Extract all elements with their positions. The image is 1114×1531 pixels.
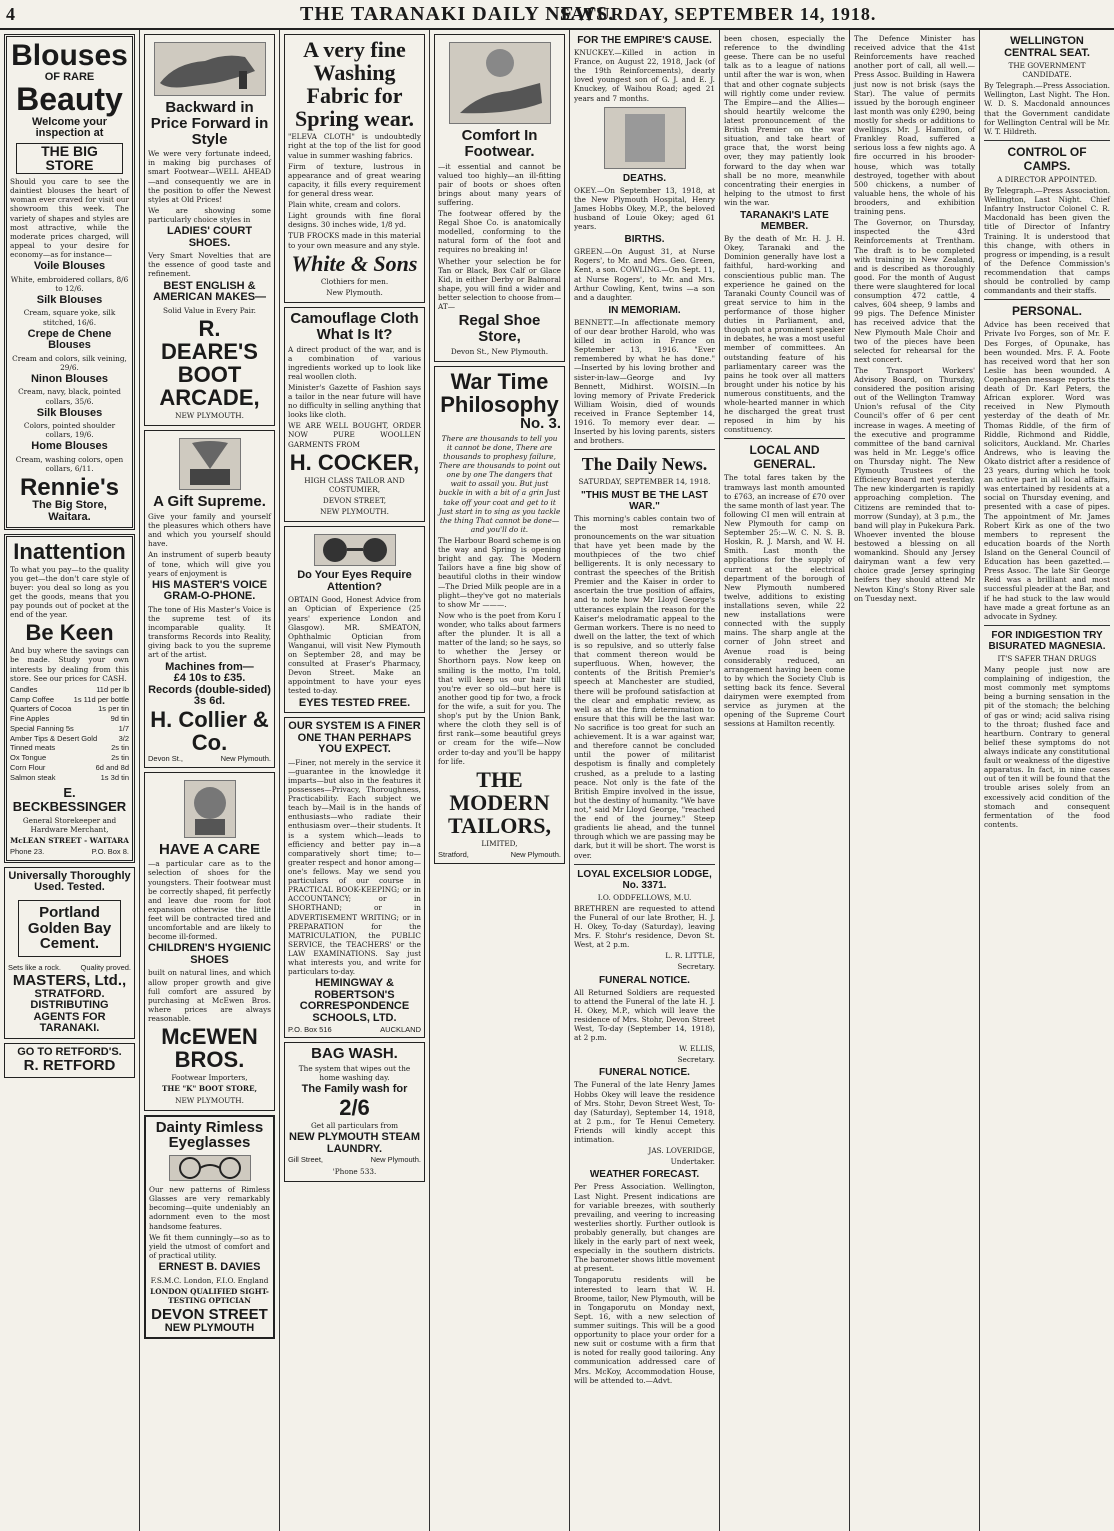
column-6 — [720, 30, 850, 1531]
philosophy-poem: There are thousands to tell you it cannot be done, There are thousands to prophesy failure, There are thousands to point out one by one The dangers that wait to assail you. But just buckle in with a bit of a grin Just take off your coat and get to it Just start in to sing as you tackle the thing That cannot be done—and you'll do it. — [438, 433, 561, 534]
camouflage-title: Camouflage Cloth What Is It? — [290, 310, 419, 343]
cement-ad — [4, 867, 135, 1039]
births-heading: BIRTHS. — [624, 234, 665, 246]
be-keen-title: Be Keen — [25, 620, 114, 646]
lodge-text: BRETHREN are requested to attend the Funeral of our late Brother, H. J. H. Okey, To-day (Saturday), leaving Mrs. F. Stohr's residence, Devon St. West, at 2 p.m. — [574, 903, 715, 950]
tribute-heading: TARANAKI'S LATE MEMBER. — [740, 210, 829, 233]
mcewen-sub: Footwear Importers, — [171, 1073, 248, 1083]
column-4 — [430, 30, 570, 1531]
deare-best: BEST ENGLISH & AMERICAN MAKES— — [152, 279, 267, 304]
column-2 — [140, 30, 280, 1531]
camouflage-ad — [284, 307, 425, 522]
laundry-text-3: Get all particulars from — [310, 1120, 399, 1130]
regal-firm: Regal Shoe Store, — [458, 312, 541, 345]
care-sub: CHILDREN'S HYGIENIC SHOES — [148, 942, 272, 966]
price-row: Quarters of Cocoa 1s per tin — [10, 704, 129, 714]
philosophy-title: War Time Philosophy — [440, 368, 559, 417]
masters-agents: DISTRIBUTING AGENTS FOR TARANAKI. — [30, 999, 109, 1035]
deare-place: NEW PLYMOUTH. — [175, 411, 244, 421]
laundry-text: The system that wipes out the home washing day. — [298, 1064, 411, 1083]
gramophone-machines: Machines from— — [165, 660, 254, 673]
philosophy-text: The Harbour Board scheme is on the way and Spring is opening bright and gay. The Modern Tailors have a fine big show of beautiful cloths in their window —The Dried Milk people are in a plight—they've got no materials to show Mr ———. — [438, 536, 561, 609]
regal-address: Devon St., New Plymouth. — [450, 346, 549, 356]
collier-address: Devon St., New Plymouth. — [148, 753, 271, 763]
newspaper-title: THE TARANAKI DAILY NEWS. — [300, 3, 615, 25]
cocker-street: DEVON STREET, — [322, 496, 387, 506]
local-general-text: The total fares taken by the tramways last month amounted to £763, an increase of £70 over the same month of last year. The following CI men will entrain at New Plymouth for camp on September 25:—W. C. N. S. B. Hoskin, R. J. Marsh, and W. H. Smith. Last month the applications for the supply of current at the electrical department of the borough of New Plymouth numbered twelve, additions to existing installations seven, while 22 new installations were connected with the supply mains. The sharp angle at the corner of John street and Avenue road is being considerably reduced, an arrangement having been come to by which the Society Club is setting back its fence. Several dairymen were exempted from service as jurymen at the opening of the Supreme Court sessions at Hamilton recently. — [724, 473, 845, 729]
camps-sub: A DIRECTOR APPOINTED. — [997, 174, 1097, 184]
gramophone-ad — [144, 430, 275, 767]
empire-notice: KNUCKEY.—Killed in action in France, on August 22, 1918, Jack (of the 19th Reinforcements), dearly loved youngest son of G. J. and E. J. Knuckey, of Waihou Road; aged 21 years and 7 months. — [574, 48, 715, 103]
paper-nameplate: The Daily News. — [581, 454, 708, 475]
price-row: Tinned meats 2s tin — [10, 743, 129, 753]
gramophone-title: A Gift Supreme. — [153, 493, 266, 511]
laundry-ad — [284, 1042, 425, 1182]
davies-quals: F.S.M.C. London, F.I.O. England — [150, 1275, 269, 1285]
column-1 — [0, 30, 140, 1531]
price-row: Special Fanning 5s 1/7 — [10, 723, 129, 733]
blouse-item-desc: Colors, pointed shoulder collars, 19/6. — [23, 421, 116, 440]
blouse-item-name: Ninon Blouses — [30, 372, 108, 385]
modern-tailors-sub: LIMITED, — [481, 839, 518, 849]
philosophy-number: No. 3. — [520, 415, 561, 433]
funeral-text-2: The Funeral of the late Henry James Hobbs Okey will leave the residence of Mrs. Stohr, Devon Street West, To-day (Saturday), September 14, 1918, at 2 p.m., for Te Henui Cemetery. Friends will kindly accept this intimation. — [574, 1080, 715, 1145]
news-paragraph: The Transport Workers' Advisory Board, on Thursday, considered the position arising out of the Wellington Tramway Union's refusal of the City Council's offer of 6 per cent increase in wages. A meeting of the executive and programme committee of the band carnival was held in Mr. Legge's office on Thursday night. The New Plymouth Trustees of the Efficiency Board met yesterday. The new kindergarten is rapidly approaching completion. The Citizens are reminded that to-morrow (Sunday), at 3 p.m., the band will play in Pukekura Park. Whoever invented the blouse bestowed a blessing on all womankind. Should any Jersey dairyman want a few very choice grade Jersey springing heifers they should attend Mr Newton King's Stony River sale on Tuesday next. — [854, 365, 975, 603]
deare-text-3: Very Smart Novelties that are the essence of good taste and refinement. — [148, 251, 271, 279]
inattention-title: Inattention — [13, 538, 126, 564]
blouse-item-desc: Cream and colors, silk veining, 29/6. — [12, 353, 127, 372]
tribute-text: By the death of Mr. H. J. H. Okey, Taranaki and the Dominion generally have lost a faithful, hard-working and conscientious public man. The experience he gained on the Taranaki County Council was of great service to him in the performance of those higher duties in Parliament, and, though not a prominent speaker in debates, he was a most useful member of committees. An outstanding feature of his parliamentary career was the pains he took over all matters brought under his notice by his numerous constituents, and the whole-hearted manner in which he discharged the great trust reposed in him by his constituency. — [724, 234, 845, 435]
school-firm: HEMINGWAY & ROBERTSON'S CORRESPONDENCE SCHOOLS, LTD. — [299, 977, 410, 1024]
blouses-title: Blouses — [11, 39, 128, 72]
retford-footer: R. RETFORD — [23, 1057, 116, 1075]
blouses-ad — [4, 34, 135, 530]
blouses-intro: Should you care to see the daintiest blouses the heart of woman ever craved for visit our showroom this week. The variety of shapes and styles are most attractive, while the moderate prices charged, will appeal to your desire for economy—as for instance— — [10, 177, 129, 259]
davies-sub: LONDON QUALIFIED SIGHT-TESTING OPTICIAN — [150, 1286, 269, 1305]
optician-text: OBTAIN Good, Honest Advice from an Optician of Experience (25 years' experience London and Glasgow). MR. SMEATON, Ophthalmic Optician from Wanganui, will visit New Plymouth on September 28, and may be consulted at Fraser's Pharmacy, Devon Street. Make an appointment to have your eyes tested to-day. — [288, 595, 421, 696]
memoriam-notice: BENNETT.—In affectionate memory of our dear brother Harold, who was killed in action in France on September 13, 1916. "Ever remembered by what he has done." —Inserted by his loving brother and sister-in-law—George and Ivy Bennett, Midhirst. WOISIN.—In loving memory of Private Frederick William Woisin, died of wounds received in France September 14, 1916. To memory ever dear. —Inserted by his loving parents, sisters and brothers. — [574, 317, 715, 446]
comfort-title: Comfort In Footwear. — [461, 127, 538, 160]
eyeglasses-text-2: We fit them cunningly—so as to yield the utmost of comfort and of practical utility. — [149, 1232, 270, 1260]
cocker-sub: HIGH CLASS TAILOR AND COSTUMIER, — [304, 475, 405, 494]
davies-ad — [144, 1115, 275, 1340]
mcewen-place: NEW PLYMOUTH. — [175, 1095, 244, 1105]
column-7 — [850, 30, 980, 1531]
gramophone-price: £4 10s to £35. — [173, 672, 246, 685]
wellington-sub: THE GOVERNMENT CANDIDATE. — [1008, 61, 1086, 80]
collier-firm: H. Collier & Co. — [150, 706, 269, 755]
cement-line-1: Universally Thoroughly — [8, 869, 131, 882]
blouses-of-rare: OF RARE — [44, 70, 95, 83]
masters-firm: MASTERS, Ltd., — [12, 971, 127, 989]
care-title: HAVE A CARE — [158, 840, 261, 858]
camps-heading: CONTROL OF CAMPS. — [1007, 144, 1087, 173]
personal-text: Advice has been received that Private Ivo Forges, son of Mr. F. Des Forges, of Opunake, has been wounded. Mrs. F. A. Foote has received word that her son Leslie has been wounded. A Copenhagen message reports the death of Dr. Karl Peters, the African explorer. Word was received in New Plymouth yesterday of the death of Mr. Thomas Riddle, of the firm of Riddle, Richmond and Riddle, solicitors, Auckland. Mr. Charles Andrews, who is leaving the Okato district after a residence of 23 years, during which he took an active part in all local affairs, was entertained by residents at a social on Thursday evening, and presented with a case of pipes. The appointment of Mr. James Robert Kirk as one of the two members to represent the education boards of the North Island on the General Council of Education has been gazetted.—Press Assoc. The late Sir George Reid was a brilliant and most successful pleader at the Bar, and if he had stuck to the law would have made a great fortune as an advocate in Sydney. — [984, 320, 1110, 621]
cement-line-2: Used. Tested. — [34, 881, 105, 894]
funeral-heading: FUNERAL NOTICE. — [599, 974, 690, 986]
child-portrait-icon — [184, 780, 236, 838]
price-row: Candles 11d per lb — [10, 684, 129, 694]
deare-boot-ad — [144, 34, 275, 426]
big-store-logo: THE BIG STORE — [16, 143, 123, 174]
blouse-item-name: Crepe de Chene Blouses — [27, 327, 112, 352]
laundry-firm: NEW PLYMOUTH STEAM LAUNDRY. — [289, 1131, 420, 1155]
price-row: Fine Apples 9d tin — [10, 714, 129, 724]
deaths-heading: DEATHS. — [622, 172, 667, 184]
local-general-heading: LOCAL AND GENERAL. — [749, 443, 820, 472]
wellington-text: By Telegraph.—Press Association. Wellington, Last Night. The Hon. W. D. S. Macdonald announces that the Government candidate for Wellington Central will be Mr. W. T. Hildreth. — [984, 81, 1110, 136]
blouses-beauty: Beauty — [16, 81, 123, 118]
issue-date: SATURDAY, SEPTEMBER 14, 1918. — [560, 4, 877, 24]
inattention-text: To what you pay—to the quality you get—the don't care style of buyer: you deal so long as you get the goods, means that you pay pounds out of pocket at the end of the year. — [10, 564, 129, 620]
deare-text-2: We are showing some particularly choice styles in — [148, 205, 271, 225]
camouflage-text-2: Minister's Gazette of Fashion says a tailor in the near future will have no difficulty in selling anything that looks like cloth. — [288, 382, 421, 420]
empire-heading: FOR THE EMPIRE'S CAUSE. — [577, 35, 712, 46]
weather-heading: WEATHER FORECAST. — [589, 1169, 700, 1181]
philosophy-text-2: Now who is the poet from Koru I wonder, who talks about farmers after the plunder. It is all a matter of the land; so he says, so to whether the Jersey or Shorthorn pays. Now keep on smiling is the motto, I'm told, that will keep us our hair till you're ever so old—but here is another good tip for two, a frock for the wife, a suit for you. The shop's put by the Union Bank, where the cloth they sell is of first rank—some beautiful greys or cream for the wife—Now order to-day and you'll be happy for life. — [438, 610, 561, 766]
lodge-heading: LOYAL EXCELSIOR LODGE, No. 3371. — [577, 868, 712, 891]
blouse-item-name: Silk Blouses — [36, 293, 103, 306]
care-text-2: built on natural lines, and which allow proper growth and give full comfort are assured by purchasing at McEwen Bros. where prices are always reasonable. — [148, 968, 271, 1023]
blouses-welcome: Welcome your inspection at — [32, 115, 107, 140]
care-text: —a particular care as to the selection of shoes for the youngsters. Their footwear must be correctly shaped, fit perfectly and leave due room for foot expansion otherwise the little feet will be contracted tired and uncomfortable and are likely to become ill-formed. — [148, 859, 271, 942]
blouse-item-name: Silk Blouses — [36, 406, 103, 419]
news-paragraph: The Defence Minister has received advice that the 41st Reinforcements have reached another port of call, all well.—Press Assoc. Building in Hawera just now is not brisk (says the Star). The value of permits issued by the borough engineer last month was only £290, being mostly for sheds or additions to dwellings. Mr. J. Hamilton, of Frankley Road, suffered a serious loss a few nights ago. A fire occurred in his brooder-house, which was totally destroyed, together with about 500 chickens, a number of valuable hens, the whole of his brooders, and exhibition training pens. — [854, 34, 975, 217]
school-title: OUR SYSTEM IS A FINER ONE THAN PERHAPS YOU EXPECT. — [288, 720, 421, 756]
merchant-contact: Phone 23. P.O. Box 8. — [10, 846, 129, 856]
inattention-ad — [4, 534, 135, 863]
cocker-place: NEW PLYMOUTH. — [320, 507, 389, 517]
optician-ad — [284, 526, 425, 713]
laundry-text-2: The Family wash for — [301, 1083, 408, 1096]
footwear-illustration-icon — [449, 42, 551, 124]
gramophone-records: Records (double-sided) 3s 6d. — [148, 683, 271, 708]
washing-text-3: Plain white, cream and colors. — [288, 200, 401, 210]
deare-title: Backward in Price Forward in Style — [150, 99, 269, 148]
editorial-title: "THIS MUST BE THE LAST WAR." — [581, 489, 708, 512]
washing-text-4: Light grounds with fine floral designs. 30 inches wide, 1/8 yd. — [288, 211, 421, 230]
spectacles-icon — [314, 534, 396, 566]
memoriam-heading: IN MEMORIAM. — [608, 304, 681, 316]
funeral-sign-sub: Secretary. — [677, 1055, 715, 1065]
news-paragraph: The Governor, on Thursday, inspected the 43rd Reinforcements at Trentham. The draft is to be completed with training in New Zealand, and is described as thoroughly good. For the month of August there were slaughtered for local consumption 472 cattle, 4 calves, 604 sheep, 9 lambs and 99 pigs. The Defence Minister has received advice that the New Plymouth Male Choir and two of the pieces have been selected for rehearsal for the next concert. — [854, 218, 975, 364]
blouse-item-desc: Cream, washing colors, open collars, 6/11. — [15, 455, 124, 474]
davies-firm: ERNEST B. DAVIES — [158, 1261, 261, 1273]
modern-tailors-firm: THE MODERN TAILORS, — [448, 766, 551, 838]
merchant-name: E. BECKBESSINGER — [12, 785, 127, 814]
washing-text: "ELEVA CLOTH" is undoubtedly right at the top of the list for good value in summer washing fabrics. — [288, 132, 421, 160]
lodge-sign-sub: Secretary. — [677, 962, 715, 972]
shoe-illustration-icon — [154, 42, 266, 96]
editorial-text: This morning's cables contain two of the most remarkable pronouncements on the war situation that have yet been made by the mouthpieces of the two chief belligerents. It is only necessary to contrast the speeches of the British Premier and the Kaiser in order to ascertain the true position of affairs, and to note how Mr Lloyd George's utterances explain the reason for the Kaiser's melodramatic appeal to the German workers. There is no need to dwell on the latter, the text of which is so repulsive, and so utterly false that comment thereon would be superfluous. When, however, the contents of the British Premier's speech at Manchester are studied, there will be profound satisfaction at the clear and emphatic review, as well as at the firm determination to ensure that this will be the last war. No sacrifice is too great for such an achievement. It is a war against war, and therefore cannot be concluded until the power of militarist despotism is finally and completely crushed, as a prelude to a lasting peace. Not only is the fate of the British Empire involved in the issue, but the destiny of humanity. "We have not," said Mr Lloyd George, "reached the end of the journey." Steep gradients lie ahead, and the tunnel through which we are passing may be dark, but it will be short. The worst is over. — [574, 513, 715, 860]
wellington-heading: WELLINGTON CENTRAL SEAT. — [1004, 35, 1090, 59]
davies-street: DEVON STREET — [151, 1305, 268, 1323]
blouse-item-desc: Cream, square yoke, silk stitched, 16/6. — [23, 308, 116, 327]
price-row: Amber Tips & Desert Gold 3/2 — [10, 733, 129, 743]
merchant-desc: General Storekeeper and Hardware Merchant, — [22, 815, 117, 834]
rennies-address: The Big Store, Waitara. — [32, 499, 107, 523]
camouflage-text-3: WE ARE WELL BOUGHT, ORDER NOW PURE WOOLLEN GARMENTS FROM — [288, 421, 421, 449]
price-row: Salmon steak 1s 3d tin — [10, 772, 129, 782]
retford-ad — [4, 1043, 135, 1078]
lodge-sign: L. R. LITTLE, — [665, 951, 715, 961]
gramophone-product: HIS MASTER'S VOICE GRAM-O-PHONE. — [151, 578, 268, 603]
cement-taglines: Sets like a rock. Quality proved. — [8, 963, 131, 972]
photo-illustration-icon — [604, 107, 686, 169]
deare-solid: Solid Value in Every Pair. — [163, 305, 256, 315]
lodge-sub: I.O. ODDFELLOWS, M.U. — [597, 892, 692, 902]
merchant-address: McLEAN STREET - WAITARA — [10, 835, 129, 845]
school-box: P.O. Box 516 AUCKLAND — [288, 1024, 421, 1034]
funeral-sign-sub-2: Undertaker. — [670, 1157, 715, 1167]
price-list — [10, 685, 129, 783]
camouflage-text: A direct product of the war, and is a combination of various ingredients worked up to look like real woollen cloth. — [288, 344, 421, 381]
funeral-sign-2: JAS. LOVERIDGE, — [648, 1146, 715, 1156]
masthead — [0, 0, 1114, 30]
gramophone-text-3: The tone of His Master's Voice is the supreme test of its incomparable quality. It transforms Records into Reality, giving back to you the supreme art of the artist. — [148, 604, 271, 660]
blouses-item-list — [10, 261, 129, 473]
magnesia-heading: FOR INDIGESTION TRY BISURATED MAGNESIA. — [988, 629, 1106, 652]
gramophone-illustration-icon — [179, 438, 241, 490]
laundry-title: BAG WASH. — [311, 1045, 398, 1063]
deare-firm: R. DEARE'S BOOT ARCADE, — [159, 315, 260, 411]
white-sons-place: New Plymouth. — [326, 287, 383, 297]
cocker-firm: H. COCKER, — [289, 449, 420, 475]
school-text: —Finer, not merely in the service it—guarantee in the knowledge it imparts—but also in the features it possesses—Privacy, Thoroughness, Practicability. Each subject we teach by—Mail is in the hands of enthusiasts—who radiate their enthusiasm over—their students. It is a system which—leads to efficiency and better pay in—a comparatively short time; to—greater respect and honor among—one's fellows. May we send you particulars of our course in PRACTICAL BOOK-KEEPING; or in ACCOUNTANCY; or in SHORTHAND; or in ADVERTISEMENT WRITING; or in PREPARATION for the MATRICULATION, the PUBLIC SERVICE, the TEACHERS' or the LAW EXAMINATIONS. Say just what interests you, and write for particulars to-day. — [288, 757, 421, 977]
deaths-notice: OKEY.—On September 13, 1918, at the New Plymouth Hospital, Henry James Hobbs Okey, M.P., the beloved husband of Louie Okey; aged 61 years. — [574, 185, 715, 232]
laundry-phone: 'Phone 533. — [332, 1166, 377, 1176]
mcewen-ad — [144, 772, 275, 1111]
washing-fabric-ad — [284, 34, 425, 303]
laundry-price: 2/6 — [339, 1094, 370, 1120]
personal-heading: PERSONAL. — [1011, 304, 1082, 319]
funeral-heading-2: FUNERAL NOTICE. — [599, 1067, 690, 1079]
masters-place: STRATFORD. — [34, 987, 105, 1000]
magnesia-sub: IT'S SAFER THAN DRUGS — [997, 653, 1097, 663]
births-notice: GREEN.—On August 31, at Nurse Rogers', to Mr. and Mrs. Geo. Green, Kent, a son. COWLING.—On Sept. 11, at Nurse Rogers', to Mr. and Mrs. Arthur Cowling, Kent, twins —a son and a daughter. — [574, 247, 715, 302]
column-5 — [570, 30, 720, 1531]
be-keen-text: And buy where the savings can be made. Study your own interests by dealing from this store. See our prices for CASH. — [10, 646, 129, 683]
comfort-text-2: The footwear offered by the Regal Shoe Co. is anatomically modelled, conforming to the natural form of the foot and requires no breaking in! — [438, 209, 561, 255]
white-sons-logo: White & Sons — [291, 250, 418, 276]
davies-place: NEW PLYMOUTH — [164, 1321, 255, 1334]
washing-title: A very fine Washing Fabric for Spring wear. — [295, 37, 414, 132]
laundry-address: Gill Street, New Plymouth. — [288, 1155, 421, 1165]
editorial-continued: been chosen, especially the reference to the dwindling geese. There can be no useful talk as to a league of nations until after the war is won, when that and other cognate subjects will rightly come under review. The Empire—and the Allies—should heartily welcome the latest pronouncement of the British Premier on the war situation, and take heart of grace that, the worst being over, they may patiently look forward to the day when war shall be no more, meanwhile concentrating their energies in helping to the utmost to first win the war. — [724, 34, 845, 207]
gramophone-text-2: An instrument of superb beauty of tone, which will give you years of enjoyment is — [148, 550, 271, 578]
retford-title: GO TO RETFORD'S. — [17, 1045, 122, 1058]
rennies-logo: Rennie's — [19, 474, 120, 502]
modern-tailors-address: Stratford, New Plymouth. — [438, 850, 561, 860]
price-row: Corn Flour 6d and 8d — [10, 762, 129, 772]
comfort-text-3: Whether your selection be for Tan or Black, Box Calf or Glace Kid, in either Derby or Balmoral shape, you will find a wider and better selection to choose from—AT— — [438, 256, 561, 312]
price-row: Ox Tongue 2s tin — [10, 753, 129, 763]
regal-shoe-ad — [434, 34, 565, 362]
washing-text-5: TUB FROCKS made in this material to your own measure and any style. — [288, 231, 421, 250]
page-number: 4 — [6, 4, 15, 24]
paper-date: SATURDAY, SEPTEMBER 14, 1918. — [578, 477, 711, 487]
price-row: Camp Coffee 1s 11d per bottle — [10, 694, 129, 704]
white-sons-sub: Clothiers for men. — [320, 276, 389, 286]
deare-ladies: LADIES' COURT SHOES. — [166, 225, 253, 249]
column-3 — [280, 30, 430, 1531]
deare-text: We were very fortunate indeed, in making big purchases of smart Footwear—WELL AHEAD—and consequently we are in the position to offer the Newest styles at Old Prices! — [148, 149, 271, 204]
mcewen-store: THE "K" BOOT STORE, — [161, 1084, 258, 1094]
magnesia-text: Many people just now are complaining of indigestion, the most commonly met symptoms being a burning sensation in the pit of the stomach; the belching of gas or wind; acid saliva rising to the throat; flushed face and heartburn. Contrary to general belief these symptoms do not always indicate any constitutional fault or weakness of the digestive apparatus. In fact, in nine cases out of ten it will be found that the trouble arises solely from an excessively acid condition of the stomach and consequent fermentation of the food contents. — [984, 665, 1110, 829]
optician-footer: EYES TESTED FREE. — [298, 696, 411, 709]
eyeglasses-icon — [169, 1155, 251, 1181]
correspondence-school-ad — [284, 717, 425, 1038]
blouse-item-name: Voile Blouses — [33, 260, 106, 273]
eyeglasses-title: Dainty Rimless Eyeglasses — [155, 1118, 264, 1152]
washing-text-2: Firm of texture, lustrous in appearance and of great wearing capacity, it fills every requirement for general dress wear. — [288, 161, 421, 199]
comfort-text: —it essential and cannot be valued too highly—an ill-fitting pair of boots or shoes often brings about many years of suffering. — [438, 161, 561, 207]
cement-name: Portland Golden Bay Cement. — [18, 900, 121, 957]
camps-text: By Telegraph.—Press Association. Wellington, Last Night. Chief Infantry Instructor Colonel C. R. Macdonald has been given the title of Director of Infantry Training. It is understood that this change, with others in progress or impending, is a result of the Defence Commission's recommendation that camps should be controlled by camp commandants and their staffs. — [984, 185, 1110, 296]
eyeglasses-text: Our new patterns of Rimless Glasses are very remarkably becoming—quite undeniably an adornment even to the most handsome features. — [149, 1185, 270, 1231]
weather-text-2: Tongaporutu residents will be interested to learn that W. H. Broome, tailor, New Plymouth, will be in Tongaporutu on Monday next, Sept. 16, with a new selection of summer suitings. This will be a good opportunity to place your order for a new suit or costume with a firm that is noted for really good tailoring. Any communication addressed care of Mrs. McKoy, Accommodation House, will be attended to.—Advt. — [574, 1275, 715, 1385]
weather-text: Per Press Association. Wellington, Last Night. Present indications are for variable breezes, with southerly prevailing, and veering to increasing westerlies shortly. Further outlook is probably generally, but changes are likely in the early part of next week, especially in the southern districts. The barometer shows little movement at present. — [574, 1182, 715, 1274]
gramophone-text: Give your family and yourself the pleasures which others have and which you yourself should have. — [148, 511, 271, 549]
modern-tailors-ad — [434, 366, 565, 864]
funeral-sign: W. ELLIS, — [679, 1044, 715, 1054]
column-8 — [980, 30, 1114, 1531]
blouse-item-desc: White, embroidered collars, 8/6 to 12/6. — [10, 274, 129, 293]
funeral-text: All Returned Soldiers are requested to attend the Funeral of the late H. J. H. Okey, M.P., which will leave the residence of Mrs. Stohr, Devon Street West, To-day (September 14, 1918), at 2 p.m. — [574, 987, 715, 1043]
blouse-item-name: Home Blouses — [31, 440, 108, 453]
mcewen-firm: McEWEN BROS. — [161, 1024, 258, 1073]
blouse-item-desc: Cream, navy, black, pointed collars, 35/6. — [18, 387, 121, 406]
optician-headline: Do Your Eyes Require Attention? — [297, 569, 412, 593]
